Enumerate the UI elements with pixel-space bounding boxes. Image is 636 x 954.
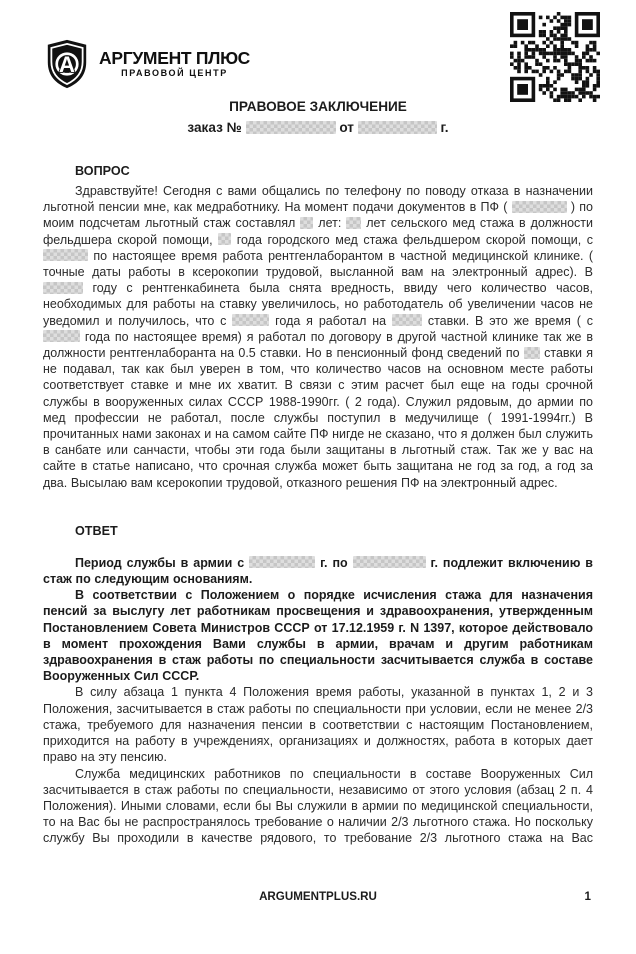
paragraph: Здравствуйте! Сегодня с вами общались по телефону по поводу отказа в назначении льготной пенсии мне, как медработнику. На момент подачи документов в ПФ ( ) по моим подсчетам льготный стаж составлял лет: лет сельского мед стажа в должности фельдшера скорой помощи, года городского мед стажа фельдшером скорой помощи, с по настоящее время работа рентгенлаборантом в частной медицинской клинике. ( точные даты работы в ксерокопии трудовой, высланной вам на электронный адрес). В году с рентгенкабинета была снята вредность, ввиду чего количество часов, необходимых для работы на ставку увеличилось, но работодатель об увеличении часов не уведомил и получилось, что с года я работал на ставки. В это же время ( с года по настоящее время) я работал по договору в другой частной клинике так же в должности рентгенлаборанта на 0.5 ставки. Но в пенсионный фонд сведений по ставки я не подавал, так как был уверен в том, что количество часов на основном месте работы соответствует ставке и мне их хватит. В связи с этим расчет был еще на годы срочной службы в вооруженных силах СССР 1988-1990гг. ( 2 года). Служил рядовым, до армии по мед профессии не работал, после службы поступил в медучилище ( 1991-1994гг.) В прочитанных нами законах и на самом сайте ПФ нигде не сказано, что я должен был служить в санбате или санчасти, чтобы эти года были защитаны в льготный стаж. Так же у вас на сайте в статье написано, что срочная служба может быть защитана не год за год, а год за два. Высылаю вам ксерокопии трудовой, отказного решения ПФ на электронный адрес. — [43, 184, 594, 490]
brand-logo — [44, 39, 250, 89]
redacted-text — [249, 556, 315, 568]
redacted-text — [512, 201, 567, 213]
redacted-text — [524, 347, 540, 359]
question-heading: ВОПРОС — [75, 164, 130, 178]
footer-site: ARGUMENTPLUS.RU — [259, 890, 377, 903]
redacted-text — [300, 217, 313, 229]
redacted-text — [43, 282, 83, 294]
paragraph: В силу абзаца 1 пункта 4 Положения время работы, указанной в пунктах 1, 2 и 3 Положения, засчитывается в стаж работы по специальности при условии, если не менее 2/3 стажа, требуемого для назначения пенсии в соответствии с настоящим Постановлением, приходится на работу в учреждениях, организациях и должностях, работа в которых дает право на эту пенсию. — [43, 685, 593, 765]
footer — [43, 890, 593, 903]
paragraph: В соответствии с Положением о порядке исчисления стажа для назначения пенсий за выслугу лет работникам просвещения и здравоохранения, утвержденным Постановлением Совета Министров СССР от 17.12.1959 г. N 1397, которое действовало в момент прохождения Вами службы в армии, врачам и другим работникам здравоохранения в стаж работы по специальности засчитывается служба в составе Вооруженных Сил СССР. — [43, 588, 593, 684]
question-body — [43, 183, 593, 491]
paragraph: Период службы в армии с г. по г. подлежит включению в стаж по следующим основаниям. — [43, 555, 593, 587]
redacted-text — [43, 330, 80, 342]
document-body — [43, 164, 593, 847]
redacted-text — [358, 121, 437, 134]
brand-text — [99, 49, 250, 79]
redacted-text — [353, 556, 426, 568]
brand-letter: А — [58, 52, 76, 78]
answer-body — [43, 555, 593, 847]
redacted-text — [218, 233, 231, 245]
redacted-text — [392, 314, 422, 326]
redacted-text — [346, 217, 361, 229]
page-number: 1 — [584, 890, 591, 903]
header — [0, 0, 636, 99]
answer-heading: ОТВЕТ — [75, 523, 118, 538]
document-title: ПРАВОВОЕ ЗАКЛЮЧЕНИЕ — [229, 99, 407, 114]
brand-subtitle: ПРАВОВОЙ ЦЕНТР — [121, 68, 228, 78]
paragraph: Служба медицинских работников по специальности в составе Вооруженных Сил засчитывается в стаж работы по специальности, независимо от этого условия (абзац 2 п. 4 Положения). Иными словами, если бы Вы служили в армии по медицинской специальности, то на Вас бы не распространялось требование о наличии 2/3 льготного стажа. Но поскольку службу Вы проходили в качестве рядового, то требование 2/3 льготного стажа на Вас — [43, 766, 593, 846]
brand-shield-icon — [44, 39, 90, 89]
order-line: заказ № от г. — [187, 120, 449, 135]
redacted-text — [232, 314, 269, 326]
brand-name: АРГУМЕНТ ПЛЮС — [99, 48, 250, 68]
redacted-text — [43, 249, 88, 261]
qr-code — [510, 12, 600, 102]
redacted-text — [246, 121, 336, 134]
